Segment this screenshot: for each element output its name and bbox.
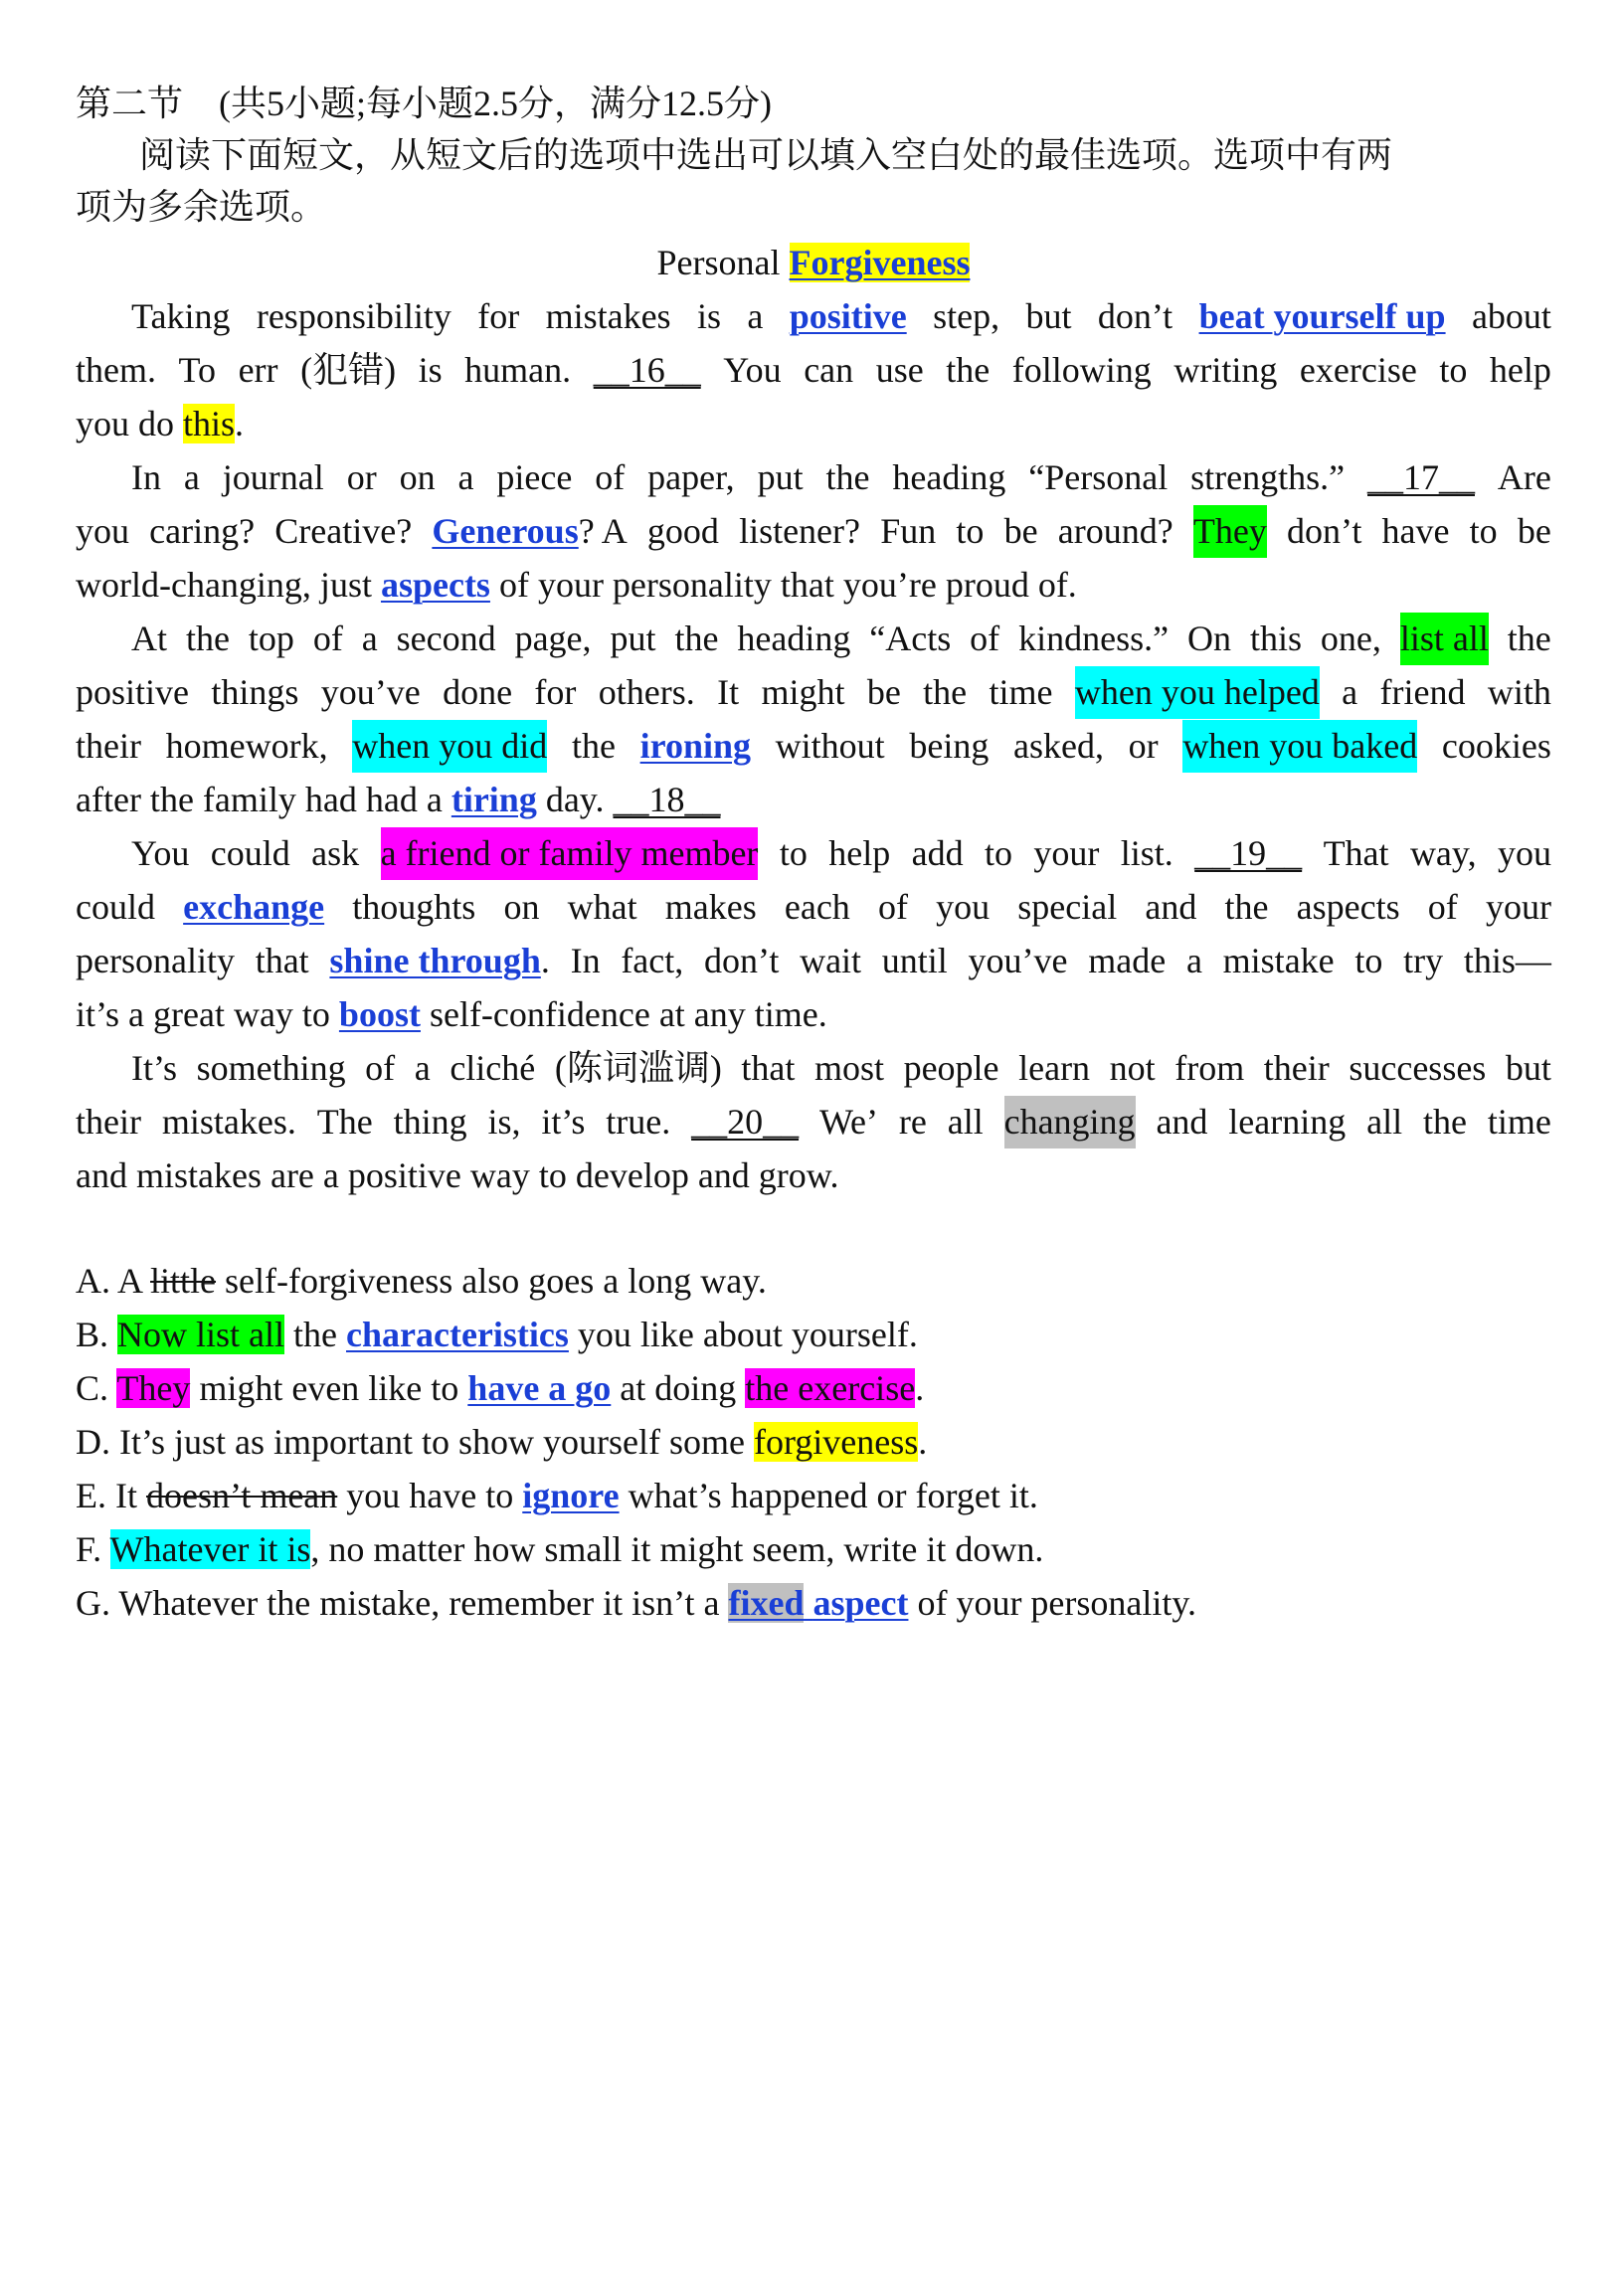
word: don’t	[1097, 296, 1173, 336]
word: to	[1469, 511, 1498, 551]
word: to	[1354, 941, 1383, 980]
option-text: .	[915, 1368, 925, 1408]
word: top	[248, 618, 294, 658]
word: their	[76, 726, 141, 766]
option-f	[76, 1523, 1551, 1576]
word: second	[396, 618, 496, 658]
word: aspects	[1296, 887, 1400, 927]
word: things	[211, 672, 299, 712]
p5-line-2	[76, 1096, 1551, 1148]
word: To	[178, 350, 217, 390]
highlight-this: this	[183, 404, 236, 443]
word: learning	[1228, 1102, 1347, 1142]
word: made	[1088, 941, 1167, 980]
word: step,	[933, 296, 1000, 336]
p4-line-2	[76, 881, 1551, 934]
word: with	[1487, 672, 1551, 712]
section-heading-text: 第二节 (共5小题;每小题2.5分，满分12.5分)	[76, 84, 772, 123]
p1-line-1	[131, 290, 1551, 343]
word: to	[956, 511, 985, 551]
word: a	[414, 1048, 431, 1088]
highlight-forgiveness: forgiveness	[753, 1422, 919, 1462]
word: help	[1489, 350, 1551, 390]
word: You	[723, 350, 782, 390]
word: but	[1025, 296, 1072, 336]
word: ? A	[578, 511, 628, 551]
word: be	[1003, 511, 1038, 551]
word: and mistakes are a positive way to develop and grow.	[76, 1155, 839, 1195]
word: successes	[1349, 1048, 1487, 1088]
highlight-the-exercise: the exercise	[745, 1368, 916, 1408]
word: day.	[536, 780, 614, 819]
option-text: you have to	[337, 1476, 523, 1515]
word: It	[717, 672, 740, 712]
strikethrough-doesnt-mean: doesn’t mean	[145, 1476, 338, 1515]
word: and	[1145, 887, 1197, 927]
word: “Acts	[869, 618, 952, 658]
word: you’ve	[968, 941, 1068, 980]
word: this—	[1463, 941, 1551, 980]
word: thoughts	[352, 887, 476, 927]
keyword-aspect: aspect	[812, 1583, 909, 1623]
word: about	[1471, 296, 1551, 336]
word: others.	[598, 672, 695, 712]
word: (犯错)	[300, 350, 397, 390]
p3-line-3	[76, 720, 1551, 773]
word: on	[399, 457, 436, 497]
word: re	[898, 1102, 927, 1142]
p5-line-1	[131, 1042, 1551, 1095]
keyword-aspects: aspects	[380, 565, 490, 605]
option-text: .	[918, 1422, 928, 1462]
word: don’t	[704, 941, 780, 980]
keyword-ironing: ironing	[639, 726, 751, 766]
word: following	[1011, 350, 1152, 390]
p4-line-3	[76, 935, 1551, 987]
option-text: you like about yourself.	[568, 1315, 918, 1354]
word: after the family had had a	[76, 780, 451, 819]
section-heading	[76, 78, 1551, 130]
word: not	[1109, 1048, 1156, 1088]
word: self-confidence at any time.	[420, 994, 827, 1034]
word: or	[346, 457, 377, 497]
blank-16: __16__	[593, 350, 701, 390]
word: the	[923, 672, 968, 712]
word: positive	[76, 672, 189, 712]
p2-line-3	[76, 559, 1551, 612]
keyword-fixed: fixed	[728, 1583, 805, 1623]
blank-17: __17__	[1367, 457, 1475, 497]
word: You	[131, 833, 190, 873]
option-e	[76, 1470, 1551, 1522]
word: cliché	[450, 1048, 536, 1088]
word: a	[457, 457, 474, 497]
word: use	[875, 350, 924, 390]
word: list.	[1120, 833, 1173, 873]
highlight-friend-or-family-member: a friend or family member	[381, 827, 759, 880]
word: the	[1422, 1102, 1467, 1142]
word: At	[131, 618, 167, 658]
word: it’s a great way to	[76, 994, 339, 1034]
word: from	[1174, 1048, 1245, 1088]
word: (陈词滥调)	[554, 1048, 722, 1088]
word: time	[1487, 1102, 1551, 1142]
word: of	[365, 1048, 396, 1088]
word: them.	[76, 350, 156, 390]
word: thing	[393, 1102, 467, 1142]
word: the	[1507, 618, 1551, 658]
word: mistake	[1222, 941, 1335, 980]
word: that	[255, 941, 309, 980]
word: world-changing, just	[76, 565, 381, 605]
blank-19: __19__	[1194, 833, 1303, 873]
p4-line-4	[76, 988, 1551, 1041]
p5-line-3	[76, 1149, 1551, 1202]
word: a	[747, 296, 764, 336]
word: heading	[892, 457, 1006, 497]
word: true.	[606, 1102, 671, 1142]
highlight-they: They	[1193, 505, 1267, 558]
option-text: F.	[76, 1529, 110, 1569]
word: We’	[818, 1102, 879, 1142]
word: to	[1439, 350, 1468, 390]
keyword-have-a-go: have a go	[467, 1368, 612, 1408]
instruction-text-2: 项为多余选项。	[76, 187, 327, 227]
option-text: E. It	[76, 1476, 146, 1515]
option-c	[76, 1362, 1551, 1415]
word: to	[779, 833, 808, 873]
option-b	[76, 1309, 1551, 1361]
word: without	[775, 726, 885, 766]
option-text: the	[284, 1315, 346, 1354]
word: On	[1187, 618, 1232, 658]
p3-line-1	[131, 613, 1551, 665]
word: ask	[311, 833, 360, 873]
word: your	[1485, 887, 1551, 927]
keyword-characteristics: characteristics	[346, 1315, 569, 1354]
word: this	[1249, 618, 1302, 658]
word: what	[567, 887, 637, 927]
word: help	[828, 833, 891, 873]
word: listener?	[739, 511, 861, 551]
word: responsibility	[256, 296, 451, 336]
p2-line-2	[76, 505, 1551, 558]
word: time	[989, 672, 1053, 712]
p3-line-2	[76, 666, 1551, 719]
keyword-exchange: exchange	[183, 887, 325, 927]
highlight-they: They	[116, 1368, 191, 1408]
word: caring?	[149, 511, 256, 551]
word: paper,	[647, 457, 735, 497]
word: mistakes	[545, 296, 671, 336]
word: be	[866, 672, 901, 712]
word: The	[316, 1102, 373, 1142]
p2-line-1	[131, 451, 1551, 504]
option-text: of your personality.	[908, 1583, 1197, 1623]
highlight-changing: changing	[1004, 1096, 1136, 1148]
word: you	[936, 887, 991, 927]
word: your	[1033, 833, 1100, 873]
word: That	[1323, 833, 1389, 873]
word: have	[1381, 511, 1450, 551]
word: “Personal	[1028, 457, 1169, 497]
title-keyword: Forgiveness	[789, 243, 971, 282]
word: of your personality that you’re proud of.	[489, 565, 1077, 605]
word: strengths.”	[1190, 457, 1346, 497]
word: mistakes.	[161, 1102, 296, 1142]
word: In	[570, 941, 601, 980]
word: way,	[1409, 833, 1477, 873]
word: the	[1224, 887, 1269, 927]
option-text: what’s happened or forget it.	[619, 1476, 1038, 1515]
option-text: at doing	[611, 1368, 746, 1408]
highlight-now-list-all: Now list all	[117, 1315, 285, 1354]
word: err	[238, 350, 278, 390]
p3-line-4	[76, 774, 1551, 826]
word: it’s	[541, 1102, 586, 1142]
instruction-line-2	[76, 181, 1551, 234]
word: is	[418, 350, 443, 390]
word: piece	[496, 457, 573, 497]
word: on	[503, 887, 540, 927]
word: their	[76, 1102, 141, 1142]
word: writing	[1173, 350, 1278, 390]
keyword-tiring: tiring	[451, 780, 537, 819]
word: fact,	[621, 941, 684, 980]
word: can	[804, 350, 854, 390]
p1-line-3	[76, 398, 1551, 450]
option-text: , no matter how small it might seem, write it down.	[310, 1529, 1044, 1569]
word: In	[131, 457, 161, 497]
blank-20: __20__	[691, 1102, 800, 1142]
option-text: C.	[76, 1368, 117, 1408]
word: It’s	[131, 1048, 178, 1088]
p1-line-2	[76, 344, 1551, 397]
word: journal	[222, 457, 324, 497]
word: you’ve	[320, 672, 421, 712]
keyword-shine-through: shine through	[329, 941, 541, 980]
word: .	[540, 941, 550, 980]
word: a	[1185, 941, 1202, 980]
title-prefix: Personal	[656, 243, 790, 282]
word: the	[674, 618, 719, 658]
word: homework,	[165, 726, 328, 766]
word: Taking	[131, 296, 231, 336]
word: of	[312, 618, 343, 658]
blank-18: __18__	[613, 780, 721, 819]
keyword-generous: Generous	[432, 511, 579, 551]
word: add	[911, 833, 964, 873]
keyword-ignore: ignore	[522, 1476, 620, 1515]
word: friend	[1379, 672, 1466, 712]
word: makes	[664, 887, 757, 927]
option-text: B.	[76, 1315, 118, 1354]
word: of	[595, 457, 626, 497]
word: asked,	[1013, 726, 1104, 766]
word: is,	[487, 1102, 521, 1142]
word: you	[76, 511, 129, 551]
word: Fun	[880, 511, 937, 551]
word: of	[970, 618, 1000, 658]
word: of	[877, 887, 908, 927]
word: special	[1017, 887, 1118, 927]
word: that	[741, 1048, 796, 1088]
p4-line-1	[131, 827, 1551, 880]
option-text: G. Whatever the mistake, remember it isn’t a	[76, 1583, 729, 1623]
word: personality	[76, 941, 235, 980]
word: the	[946, 350, 991, 390]
word: human.	[464, 350, 572, 390]
word: you do	[76, 404, 183, 443]
word: people	[903, 1048, 999, 1088]
word: good	[646, 511, 719, 551]
word: or	[1128, 726, 1159, 766]
word: a	[361, 618, 378, 658]
word: don’t	[1287, 511, 1362, 551]
word: cookies	[1441, 726, 1551, 766]
word: .	[235, 404, 245, 443]
word: for	[534, 672, 577, 712]
word: try	[1403, 941, 1444, 980]
word: and	[1156, 1102, 1208, 1142]
word: exercise	[1299, 350, 1417, 390]
word: each	[784, 887, 850, 927]
option-a	[76, 1255, 1551, 1308]
word: is	[696, 296, 721, 336]
word: the	[825, 457, 870, 497]
keyword-beat-yourself-up: beat yourself up	[1198, 296, 1446, 336]
word: around?	[1057, 511, 1173, 551]
word: the	[185, 618, 230, 658]
word: all	[1366, 1102, 1403, 1142]
instruction-text-1: 阅读下面短文，从短文后的选项中选出可以填入空白处的最佳选项。选项中有两	[139, 135, 1393, 175]
word: done	[443, 672, 513, 712]
word: could	[210, 833, 290, 873]
word: put	[610, 618, 656, 658]
instruction-line-1	[139, 129, 1615, 182]
word: until	[881, 941, 948, 980]
word: the	[571, 726, 616, 766]
word: kindness.”	[1018, 618, 1170, 658]
option-g	[76, 1577, 1551, 1630]
keyword-boost: boost	[338, 994, 421, 1034]
highlight-when-you-did: when you did	[352, 720, 547, 773]
word: might	[761, 672, 845, 712]
word: to	[984, 833, 1012, 873]
word: wait	[800, 941, 862, 980]
word: learn	[1018, 1048, 1091, 1088]
word: a	[1342, 672, 1358, 712]
word: a	[183, 457, 200, 497]
highlight-when-you-helped: when you helped	[1075, 666, 1320, 719]
option-text: D. It’s just as important to show yourself some	[76, 1422, 754, 1462]
strikethrough-little: little	[150, 1261, 217, 1301]
option-d	[76, 1416, 1551, 1469]
word: put	[757, 457, 804, 497]
passage-title	[76, 237, 1551, 289]
option-text: self-forgiveness also goes a long way.	[216, 1261, 767, 1301]
option-text: might even like to	[190, 1368, 468, 1408]
word: of	[1427, 887, 1458, 927]
word: being	[909, 726, 990, 766]
word: be	[1517, 511, 1551, 551]
word: but	[1505, 1048, 1551, 1088]
highlight-when-you-baked: when you baked	[1182, 720, 1417, 773]
word: one,	[1320, 618, 1381, 658]
word: heading	[737, 618, 851, 658]
word: page,	[514, 618, 592, 658]
option-text: A. A	[76, 1261, 151, 1301]
word: for	[477, 296, 520, 336]
word: Are	[1497, 457, 1551, 497]
word: something	[196, 1048, 346, 1088]
word: could	[76, 887, 155, 927]
word: all	[947, 1102, 984, 1142]
word: their	[1263, 1048, 1330, 1088]
highlight-list-all: list all	[1400, 613, 1489, 665]
word: most	[813, 1048, 884, 1088]
keyword-positive: positive	[789, 296, 907, 336]
word: you	[1497, 833, 1551, 873]
highlight-whatever-it-is: Whatever it is	[109, 1529, 311, 1569]
word: Creative?	[274, 511, 413, 551]
